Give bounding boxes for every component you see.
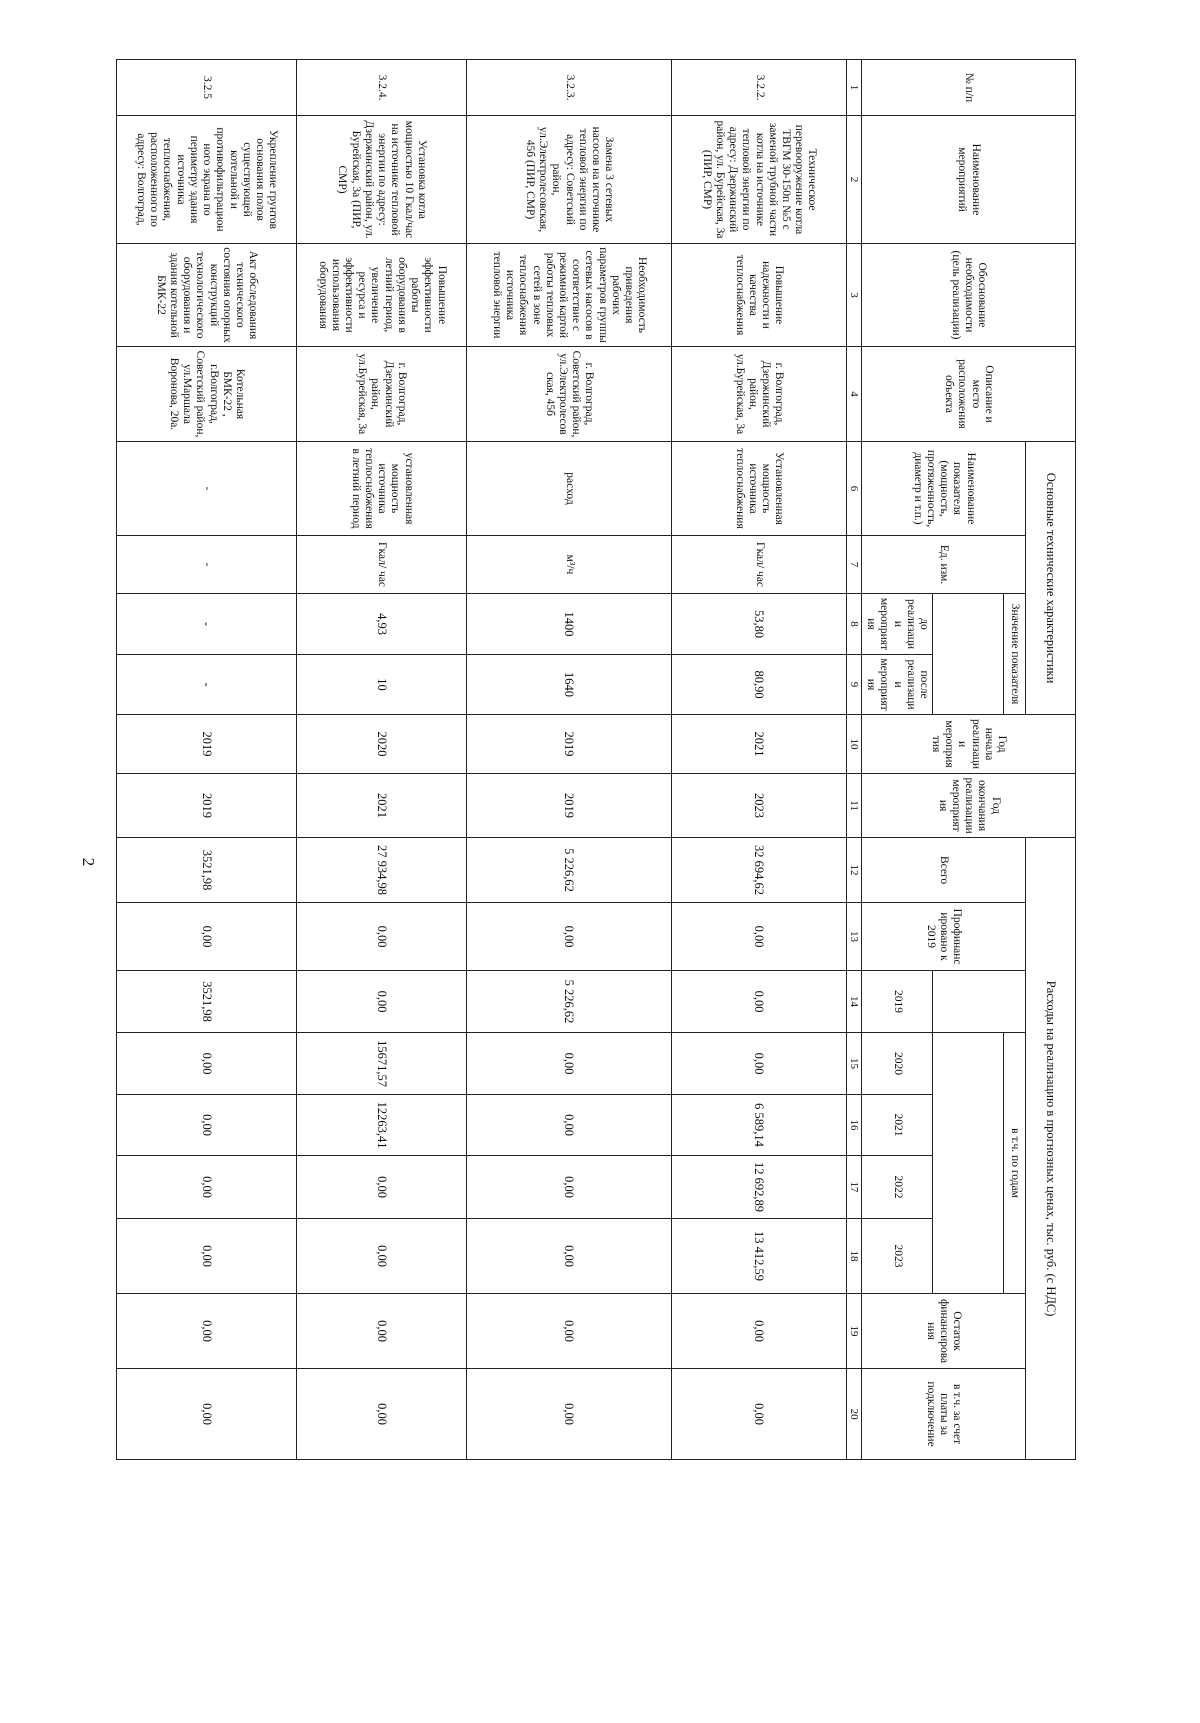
cost-total: 27 934,98: [297, 838, 467, 903]
indicator-name: Установленная мощность источника теплоснабжения: [672, 442, 847, 536]
unit: Гкал/ час: [672, 536, 847, 594]
header-indicator: Наименование показателя (мощность, протяженность, диаметр и т.п.): [862, 442, 1026, 536]
header-unit: Ед. изм.: [862, 536, 1026, 594]
cost-remaining: 0,00: [672, 1294, 847, 1369]
investment-program-table: [116, 59, 1076, 1460]
cost-financed: 0,00: [297, 903, 467, 971]
cost-financed: 0,00: [117, 903, 297, 971]
value-after: 1640: [467, 655, 672, 715]
column-number: 4: [847, 347, 862, 442]
header-name: Наименование мероприятий: [862, 116, 1076, 244]
table-row: [117, 60, 297, 1460]
cost-2023: 13 412,59: [672, 1219, 847, 1294]
header-before: до реализации мероприятия: [862, 594, 933, 655]
value-after: 10: [297, 655, 467, 715]
value-before: -: [117, 594, 297, 655]
start-year: 2019: [117, 715, 297, 774]
object-location: г. Волгоград, Дзержинский район, ул.Бурейская, 3а: [297, 347, 467, 442]
cost-2022: 0,00: [467, 1156, 672, 1219]
value-before: 53,80: [672, 594, 847, 655]
cost-connection: 0,00: [467, 1369, 672, 1460]
object-location: Котельная БМК-22 , г.Волгоград, Советский район, ул.Маршала Воронова, 20а.: [117, 347, 297, 442]
header-spacer: [933, 971, 1026, 1033]
cost-2019: 3521,98: [117, 971, 297, 1033]
column-number: 11: [847, 774, 862, 838]
cost-remaining: 0,00: [297, 1294, 467, 1369]
unit: -: [117, 536, 297, 594]
row-number: 3.2.5: [117, 60, 297, 116]
end-year: 2019: [467, 774, 672, 838]
cost-2019: 5 226,62: [467, 971, 672, 1033]
cost-total: 5 226,62: [467, 838, 672, 903]
column-number: 1: [847, 60, 862, 116]
cost-2020: 0,00: [467, 1033, 672, 1095]
header-year-2023: 2023: [862, 1219, 933, 1294]
column-number: 9: [847, 655, 862, 715]
header-financed: Профинансировано к 2019: [862, 903, 1026, 971]
cost-2020: 0,00: [117, 1033, 297, 1095]
header-tech-group: Основные технические характеристики: [1026, 442, 1076, 715]
column-number: 3: [847, 244, 862, 347]
header-year-2020: 2020: [862, 1033, 933, 1095]
column-number: 19: [847, 1294, 862, 1369]
cost-remaining: 0,00: [117, 1294, 297, 1369]
indicator-name: установленная мощность источника теплоснабжения в летний период: [297, 442, 467, 536]
header-year-2019: 2019: [862, 971, 933, 1033]
value-before: 4,93: [297, 594, 467, 655]
cost-financed: 0,00: [672, 903, 847, 971]
page-number: 2: [79, 857, 98, 867]
column-number: 15: [847, 1033, 862, 1095]
cost-connection: 0,00: [672, 1369, 847, 1460]
cost-financed: 0,00: [467, 903, 672, 971]
measure-reason: Повышение эффективности работы оборудования в летний период, увеличение ресурса и эффективности использования оборудования: [297, 244, 467, 347]
column-number-row: [847, 60, 862, 1460]
start-year: 2021: [672, 715, 847, 774]
rotated-sheet-frame: [116, 59, 1076, 1459]
column-number: 17: [847, 1156, 862, 1219]
indicator-name: -: [117, 442, 297, 536]
header-cost-group: Расходы на реализацию в прогнозных ценах, тыс. руб. (с НДС): [1026, 838, 1076, 1460]
row-number: 3.2.3.: [467, 60, 672, 116]
column-number: 14: [847, 971, 862, 1033]
header-connection: в т.ч. за счет платы за подключение: [862, 1369, 1026, 1460]
cost-total: 3521,98: [117, 838, 297, 903]
cost-2022: 0,00: [117, 1156, 297, 1219]
column-number: 10: [847, 715, 862, 774]
table-row: [467, 60, 672, 1460]
cost-2020: 15671,57: [297, 1033, 467, 1095]
end-year: 2021: [297, 774, 467, 838]
column-number: 6: [847, 442, 862, 536]
cost-connection: 0,00: [297, 1369, 467, 1460]
column-number: 20: [847, 1369, 862, 1460]
row-number: 3.2.4.: [297, 60, 467, 116]
column-number: 2: [847, 116, 862, 244]
indicator-name: расход: [467, 442, 672, 536]
cost-2019: 0,00: [297, 971, 467, 1033]
header-number: № п/п: [862, 60, 1076, 116]
column-number: 8: [847, 594, 862, 655]
cost-2020: 0,00: [672, 1033, 847, 1095]
header-reason: Обоснование необходимости (цель реализации): [862, 244, 1076, 347]
cost-2021: 6 589,14: [672, 1095, 847, 1156]
measure-name: Укрепление грунтов основания полов существующей котельной и противофильтрацион ного экрана по периметру здания источника теплоснабжения, расположенного по адресу: Волгоград,: [117, 116, 297, 244]
value-after: 80,90: [672, 655, 847, 715]
row-number: 3.2.2.: [672, 60, 847, 116]
start-year: 2020: [297, 715, 467, 774]
column-number: 7: [847, 536, 862, 594]
header-end-year: Год окончания реализации мероприятия: [862, 774, 1076, 838]
unit: м³/ч: [467, 536, 672, 594]
header-total: Всего: [862, 838, 1026, 903]
cost-2022: 12 692,89: [672, 1156, 847, 1219]
measure-reason: Необходимость приведения рабочих параметров группы сетевых насосов в соответствие с режимной картой работы тепловых сетей в зоне теплоснабжения источника тепловой энергии: [467, 244, 672, 347]
end-year: 2023: [672, 774, 847, 838]
cost-2023: 0,00: [117, 1219, 297, 1294]
rotated-sheet: [116, 59, 1076, 1459]
table-row: [672, 60, 847, 1460]
header-location: Описание и место расположения объекта: [862, 347, 1076, 442]
header-years-group: в т.ч. по годам: [1004, 1033, 1026, 1294]
end-year: 2019: [117, 774, 297, 838]
header-start-year: Год начала реализации мероприятия: [862, 715, 1076, 774]
column-number: 18: [847, 1219, 862, 1294]
table-row: [297, 60, 467, 1460]
cost-2022: 0,00: [297, 1156, 467, 1219]
column-number: 16: [847, 1095, 862, 1156]
object-location: г. Волгоград, Советский район, ул.Электролесов ская, 45б: [467, 347, 672, 442]
start-year: 2019: [467, 715, 672, 774]
cost-total: 32 694,62: [672, 838, 847, 903]
header-value-group: Значение показателя: [1004, 594, 1026, 715]
header-remaining: Остаток финансирования: [862, 1294, 1026, 1369]
value-after: -: [117, 655, 297, 715]
cost-2023: 0,00: [297, 1219, 467, 1294]
header-year-2022: 2022: [862, 1156, 933, 1219]
cost-remaining: 0,00: [467, 1294, 672, 1369]
cost-2021: 0,00: [117, 1095, 297, 1156]
cost-2021: 12263,41: [297, 1095, 467, 1156]
header-year-2021: 2021: [862, 1095, 933, 1156]
cost-connection: 0,00: [117, 1369, 297, 1460]
measure-reason: Акт обследования технического состояния опорных конструкций технологического оборудования и здания котельной БМК-22: [117, 244, 297, 347]
cost-2023: 0,00: [467, 1219, 672, 1294]
measure-name: Установка котла мощностью 10 Гкал/час на источнике тепловой энергии по адресу: Дзержинский район, ул. Бурейская, 3а (ПИР, СМР): [297, 116, 467, 244]
object-location: г. Волгоград, Дзержинский район, ул.Бурейская, 3а: [672, 347, 847, 442]
cost-2021: 0,00: [467, 1095, 672, 1156]
column-number: 12: [847, 838, 862, 903]
column-number: 13: [847, 903, 862, 971]
measure-name: Замена 3 сетевых насосов на источнике тепловой энергии по адресу: Советский район, ул.Электролесовская, 45б (ПИР, СМР): [467, 116, 672, 244]
value-before: 1400: [467, 594, 672, 655]
header-after: после реализации мероприятия: [862, 655, 933, 715]
cost-2019: 0,00: [672, 971, 847, 1033]
unit: Гкал/ час: [297, 536, 467, 594]
measure-name: Техническое перевооружение котла ТВГМ 30-150п №5 с заменой трубной части котла на источнике тепловой энергии по адресу: Дзержинский район, ул. Бурейская, 3а (ПИР, СМР): [672, 116, 847, 244]
measure-reason: Повышение надежности и качества теплоснабжения: [672, 244, 847, 347]
